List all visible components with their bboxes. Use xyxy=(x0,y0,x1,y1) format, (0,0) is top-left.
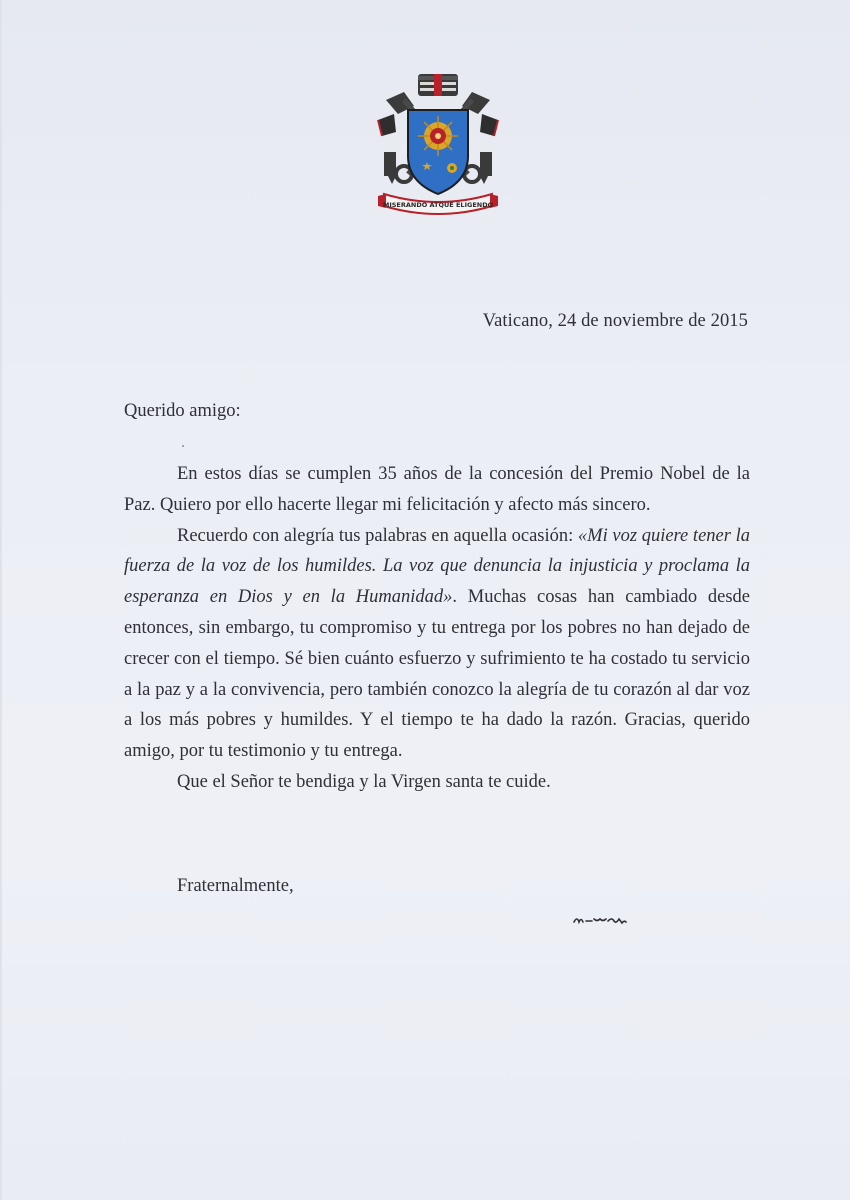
papal-coat-of-arms-icon xyxy=(374,70,502,220)
paragraph-rest: . Muchas cosas han cambiado desde entonces, sin embargo, tu compromiso y tu entrega por los pobres no han dejado de crecer con el tiempo. Sé bien cuánto esfuerzo y sufrimiento te ha costado tu servicio a la paz y a la convivencia, pero también conozco la alegría de tu corazón al dar voz a los más pobres y humildes. Y el tiempo te ha dado la razón. Gracias, querido amigo, por tu testimonio y tu entrega. xyxy=(124,587,750,762)
letter-body xyxy=(124,459,750,798)
letter-closing: Fraternalmente, xyxy=(177,876,294,896)
letter-greeting: Querido amigo: xyxy=(124,401,241,421)
shield-icon xyxy=(408,110,468,194)
letter-paragraph xyxy=(124,521,750,767)
motto-text: MISERANDO ATQUE ELIGENDO xyxy=(382,201,494,209)
mitre-icon xyxy=(418,74,458,96)
handwritten-signature-icon xyxy=(572,911,630,927)
paper-speck xyxy=(182,445,184,447)
letter-paragraph: En estos días se cumplen 35 años de la concesión del Premio Nobel de la Paz. Quiero por ello hacerte llegar mi felicitación y afecto más sincero. xyxy=(124,464,750,515)
letter-date: Vaticano, 24 de noviembre de 2015 xyxy=(482,311,748,331)
paragraph-intro: Recuerdo con alegría tus palabras en aquella ocasión: xyxy=(177,525,578,546)
quoted-words: «Mi voz quiere tener la fuerza de la voz de los humildes. La voz que denuncia la injusticia y proclama la esperanza en Dios y en la Humanidad» xyxy=(124,525,750,608)
letter-paragraph: Que el Señor te bendiga y la Virgen santa te cuide. xyxy=(177,771,551,792)
